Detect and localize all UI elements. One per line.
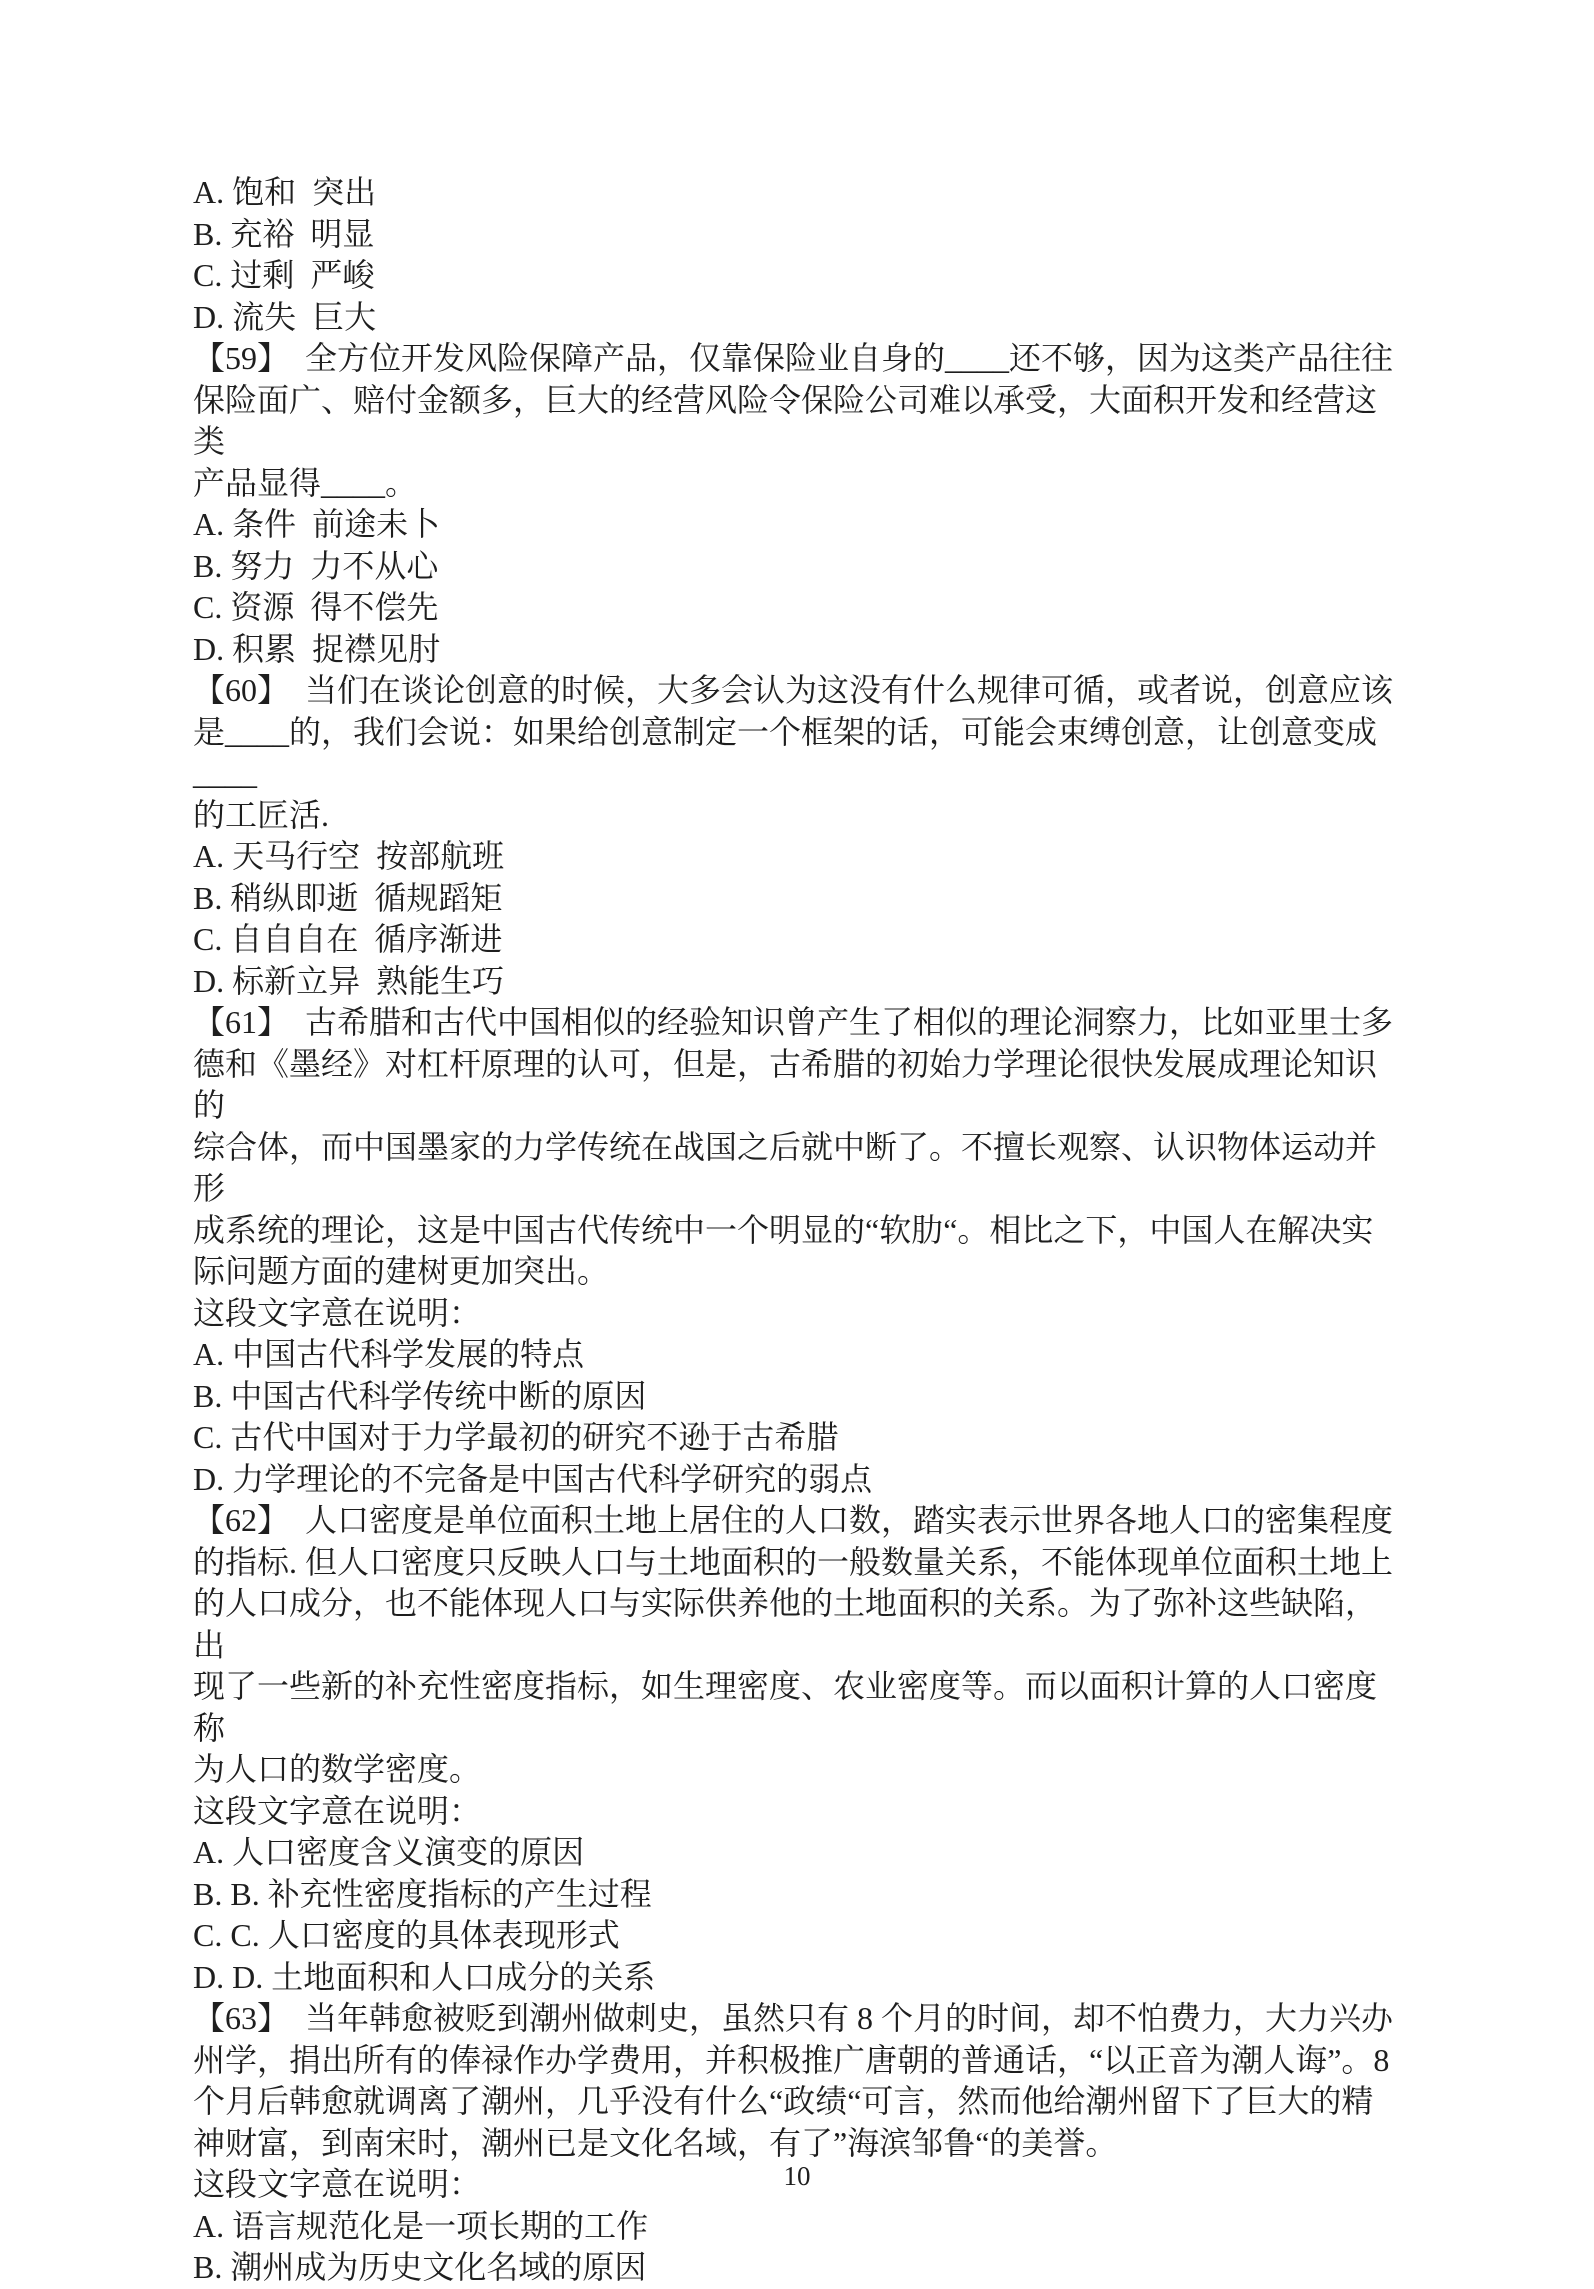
q61-stem-line-4: 成系统的理论，这是中国古代传统中一个明显的“软肋“。相比之下，中国人在解决实 [193,1211,1374,1248]
q63-stem-line-2: 州学，捐出所有的俸禄作办学费用，并积极推广唐朝的普通话，“以正音为潮人诲”。8 [193,2041,1390,2078]
q63-prompt: 这段文字意在说明： [193,2166,482,2202]
q62-stem-line-3: 的人口成分，也不能体现人口与实际供养他的土地面积的关系。为了弥补这些缺陷，出 [193,1585,1378,1663]
q59-stem-line-3: 产品显得____。 [193,464,418,501]
q59-stem-line-1: 【59】 全方位开发风险保障产品，仅靠保险业自身的____还不够，因为这类产品往往 [193,340,1394,376]
q63-option-a: A. 语言规范化是一项长期的工作 [193,2207,649,2244]
q63-stem-line-3: 个月后韩愈就调离了潮州，几乎没有什么“政绩“可言，然而他给潮州留下了巨大的精 [193,2083,1374,2119]
q61-stem-line-3: 综合体，而中国墨家的力学传统在战国之后就中断了。不擅长观察、认识物体运动并形 [193,1128,1378,1206]
q62-option-d: D. D. 土地面积和人口成分的关系 [193,1958,656,1995]
q61-option-b: B. 中国古代科学传统中断的原因 [193,1377,647,1414]
q62-stem-line-4: 现了一些新的补充性密度指标，如生理密度、农业密度等。而以面积计算的人口密度称 [193,1668,1378,1746]
q59-option-a: A. 条件 前途未卜 [193,506,441,542]
q61-option-a: A. 中国古代科学发展的特点 [193,1336,585,1372]
q59-stem-line-2: 保险面广、赔付金额多，巨大的经营风险令保险公司难以承受，大面积开发和经营这类 [193,381,1378,459]
q60-stem-line-3: 的工匠活. [193,796,330,833]
question-61 [193,1002,1408,1500]
question-62 [193,1500,1408,1998]
prev-option-c: C. 过剩 严峻 [193,257,375,293]
q63-option-b: B. 潮州成为历史文化名域的原因 [193,2249,647,2285]
q61-stem-line-2: 德和《墨经》对杠杆原理的认可，但是，古希腊的初始力学理论很快发展成理论知识的 [193,1045,1378,1123]
q60-option-a: A. 天马行空 按部航班 [193,838,505,874]
question-60 [193,670,1408,1002]
q61-stem-line-5: 际问题方面的建树更加突出。 [193,1253,610,1289]
q59-option-d: D. 积累 捉襟见肘 [193,630,441,667]
prev-option-d: D. 流失 巨大 [193,298,377,335]
prev-option-a: A. 饱和 突出 [193,174,377,210]
q62-stem-line-2: 的指标. 但人口密度只反映人口与土地面积的一般数量关系，不能体现单位面积土地上 [193,1543,1394,1580]
q63-stem-line-1: 【63】 当年韩愈被贬到潮州做刺史，虽然只有 8 个月的时间，却不怕费力，大力兴办 [193,2000,1394,2036]
q62-option-c: C. C. 人口密度的具体表现形式 [193,1917,620,1953]
q59-option-b: B. 努力 力不从心 [193,547,439,584]
q59-option-c: C. 资源 得不偿先 [193,589,439,625]
q62-option-b: B. B. 补充性密度指标的产生过程 [193,1875,652,1912]
question-59 [193,338,1408,670]
exam-page-content [193,172,1408,2289]
page-number: 10 [783,2161,811,2191]
question-63 [193,1998,1408,2289]
q62-prompt: 这段文字意在说明： [193,1792,482,1829]
q61-prompt: 这段文字意在说明： [193,1294,482,1331]
q63-stem-line-4: 神财富，到南宋时，潮州已是文化名域，有了”海滨邹鲁“的美誉。 [193,2124,1118,2161]
q62-option-a: A. 人口密度含义演变的原因 [193,1834,585,1870]
q60-stem-line-2: 是____的，我们会说：如果给创意制定一个框架的话，可能会束缚创意，让创意变成____ [193,713,1378,791]
q60-option-b: B. 稍纵即逝 循规蹈矩 [193,879,503,916]
q61-option-c: C. 古代中国对于力学最初的研究不逊于古希腊 [193,1419,839,1455]
q60-option-d: D. 标新立异 熟能生巧 [193,962,505,999]
q60-stem-line-1: 【60】 当们在谈论创意的时候，大多会认为这没有什么规律可循，或者说，创意应该 [193,672,1394,708]
q62-stem-line-5: 为人口的数学密度。 [193,1751,482,1787]
q60-option-c: C. 自自自在 循序渐进 [193,921,503,957]
q61-stem-line-1: 【61】 古希腊和古代中国相似的经验知识曾产生了相似的理论洞察力，比如亚里士多 [193,1004,1394,1040]
q62-stem-line-1: 【62】 人口密度是单位面积土地上居住的人口数，踏实表示世界各地人口的密集程度 [193,1502,1394,1538]
prev-option-b: B. 充裕 明显 [193,215,375,252]
q61-option-d: D. 力学理论的不完备是中国古代科学研究的弱点 [193,1460,873,1497]
